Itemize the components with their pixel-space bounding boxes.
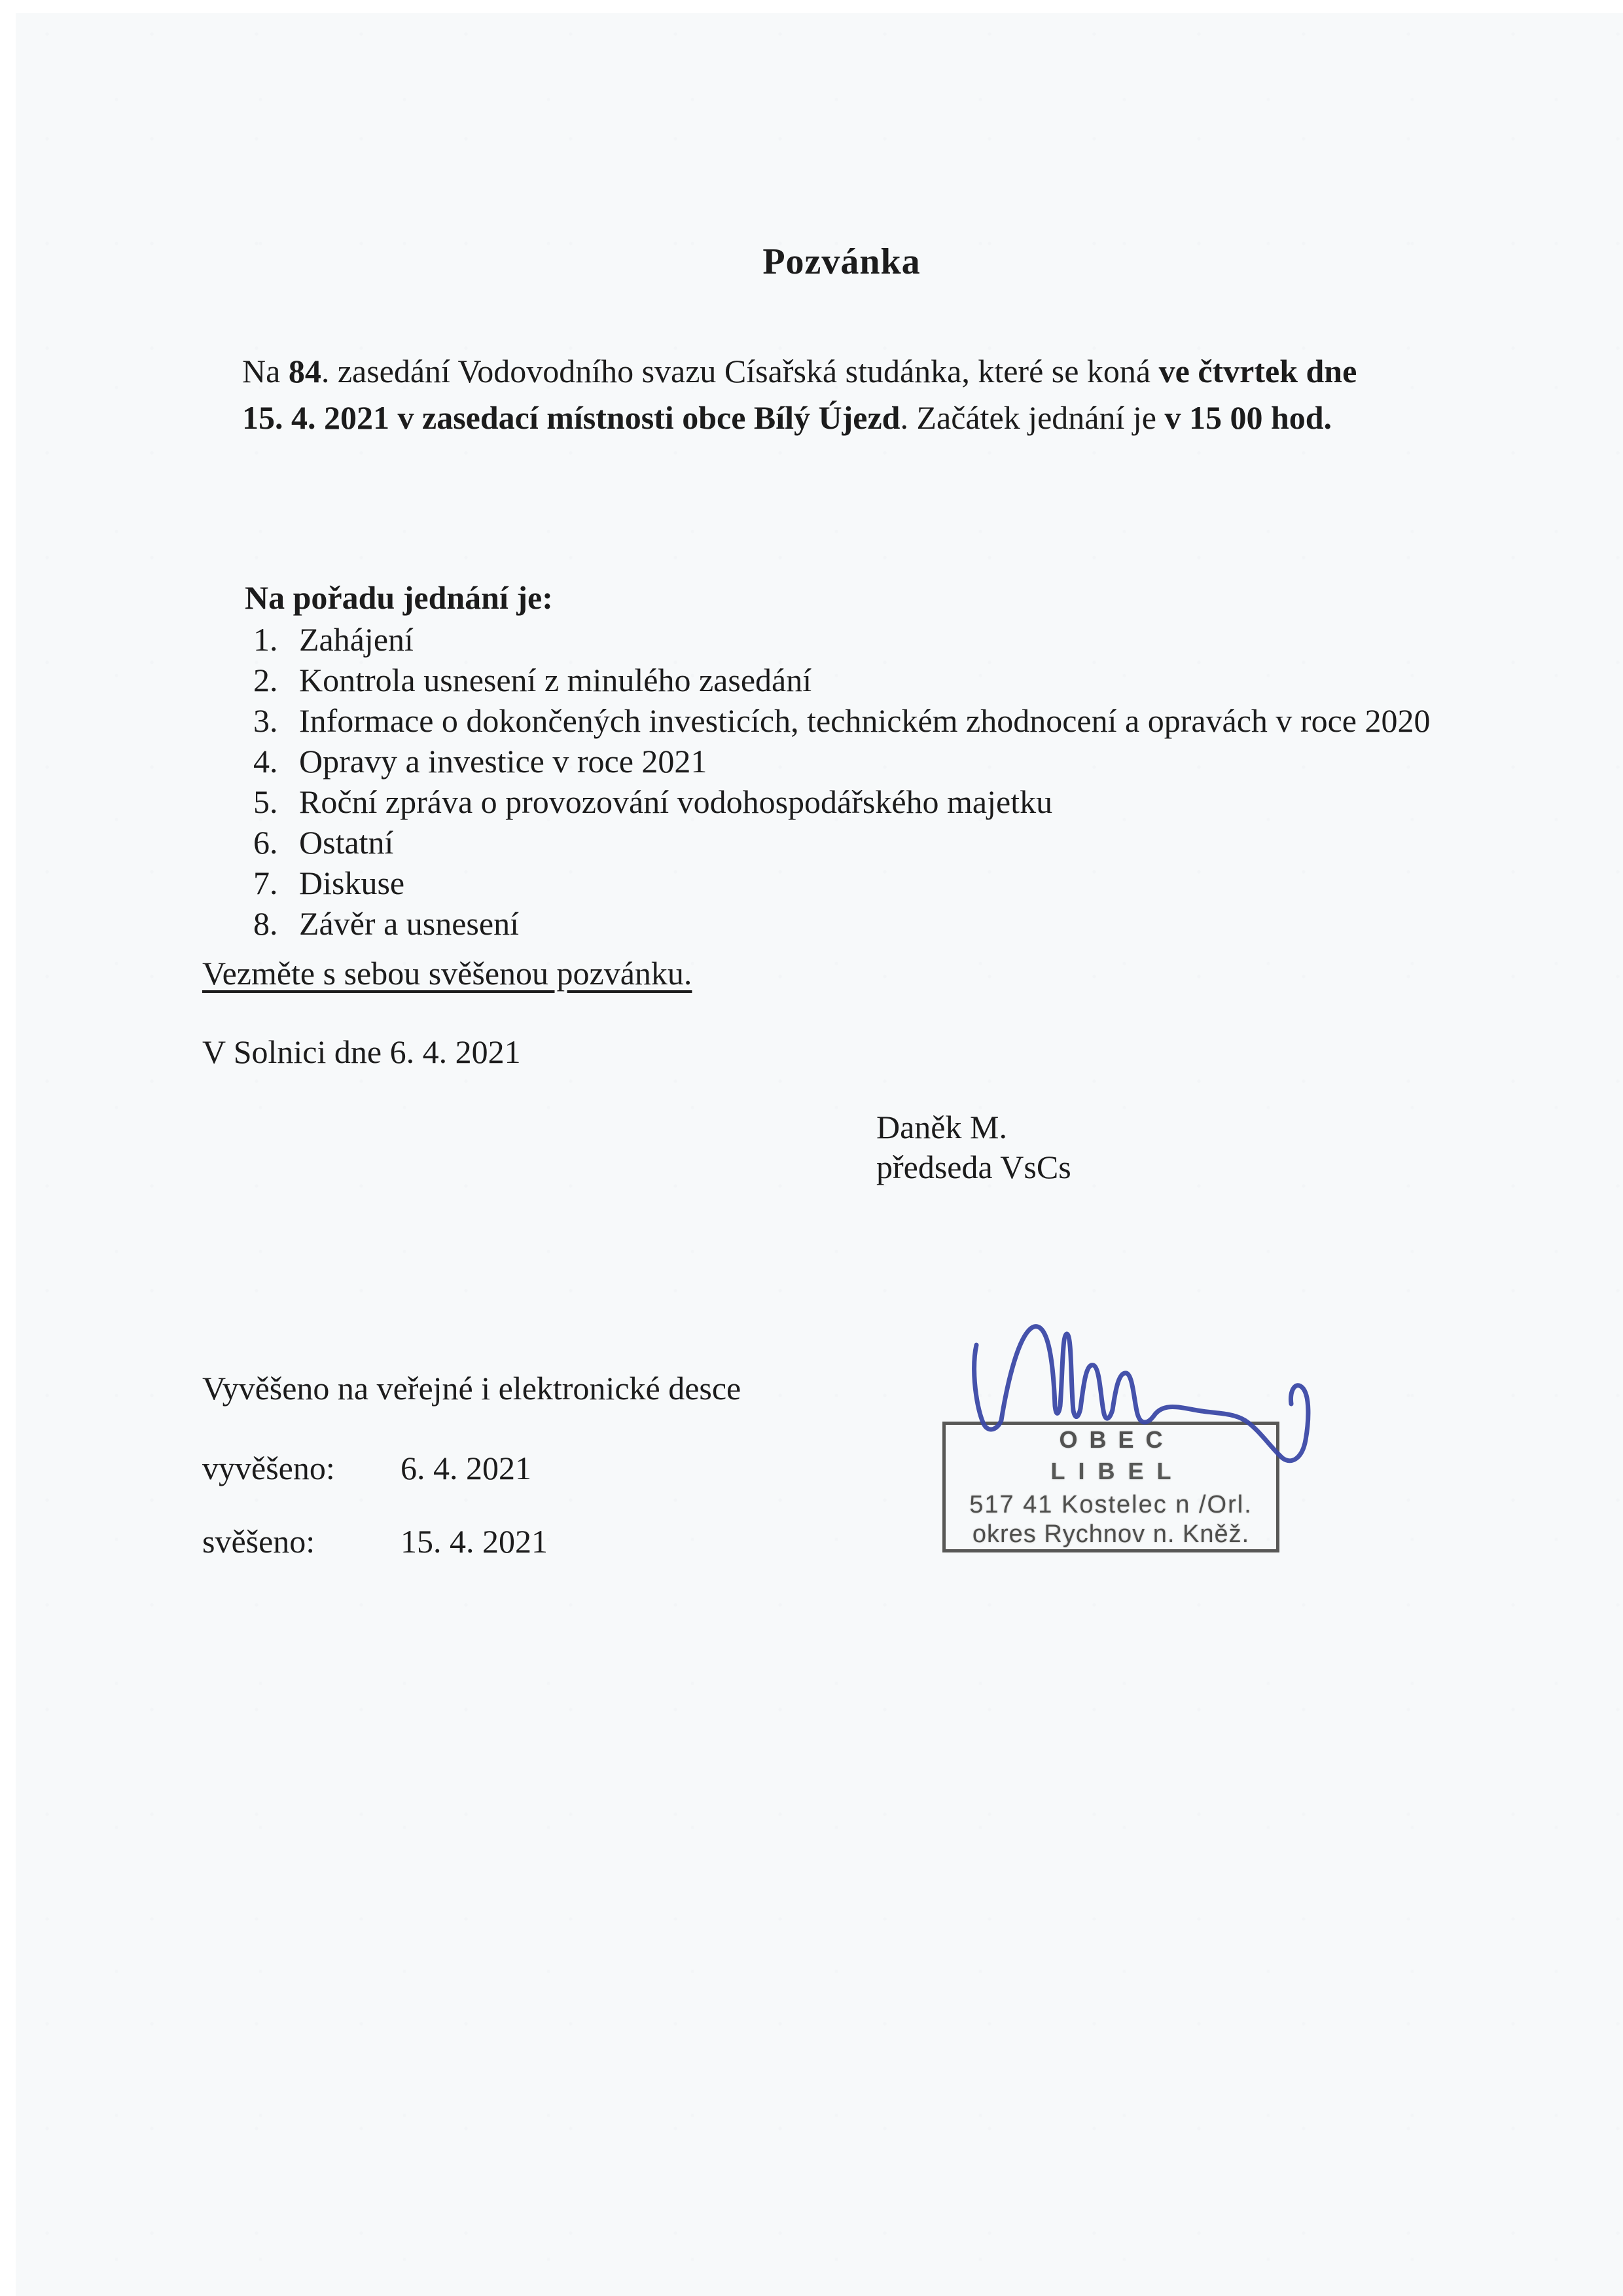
posted-date: 6. 4. 2021	[401, 1450, 531, 1486]
agenda-item	[253, 700, 1431, 741]
place-and-date-line: V Solnici dne 6. 4. 2021	[202, 1033, 521, 1070]
signatory-name: Daněk M.	[876, 1109, 1007, 1145]
document-title: Pozvánka	[762, 242, 921, 282]
agenda-item	[253, 660, 1392, 700]
agenda-item	[253, 903, 1392, 944]
agenda-item-label: Kontrola usnesení z minulého zasedání	[299, 662, 812, 698]
agenda-item-number: 5.	[253, 783, 278, 820]
agenda-item-number: 6.	[253, 824, 278, 861]
stamp-line-libel: LIBEL	[1050, 1457, 1185, 1484]
text-run-bold: ve čtvrtek dne	[1158, 353, 1357, 389]
agenda-item-label: Zahájení	[299, 621, 414, 658]
text-run-bold: v 15 00 hod.	[1164, 399, 1332, 436]
removed-label: svěšeno:	[202, 1523, 315, 1560]
agenda-item-label: Informace o dokončených investicích, technickém zhodnocení a opravách v roce 2020	[299, 702, 1431, 739]
agenda-item-number: 8.	[253, 905, 278, 942]
agenda-item	[253, 619, 1392, 660]
signatory-block	[876, 1107, 1071, 1187]
agenda-list	[253, 619, 1431, 944]
stamp-line-district: okres Rychnov n. Kněž.	[972, 1520, 1250, 1548]
agenda-item	[253, 822, 1392, 863]
bring-invitation-notice: Vezměte s sebou svěšenou pozvánku.	[202, 955, 692, 992]
agenda-item-label: Závěr a usnesení	[299, 905, 519, 942]
agenda-item-number: 3.	[253, 702, 278, 739]
text-run-bold: 15. 4. 2021 v zasedací místnosti obce Bílý Újezd	[242, 399, 901, 436]
agenda-item-label: Roční zpráva o provozování vodohospodářského majetku	[299, 783, 1053, 820]
agenda-item	[253, 741, 1392, 781]
agenda-item-number: 1.	[253, 621, 278, 658]
text-run-bold: 84	[288, 353, 321, 389]
removed-date: 15. 4. 2021	[401, 1523, 548, 1560]
agenda-item-label: Ostatní	[299, 824, 394, 861]
posted-label: vyvěšeno:	[202, 1450, 335, 1486]
stamp-line-obec: OBEC	[1059, 1426, 1175, 1453]
agenda-item-label: Opravy a investice v roce 2021	[299, 743, 707, 780]
text-run: . Začátek jednání je	[900, 399, 1165, 436]
agenda-item-number: 4.	[253, 743, 278, 780]
agenda-heading: Na pořadu jednání je:	[245, 579, 553, 616]
agenda-item-number: 7.	[253, 865, 278, 901]
posting-heading: Vyvěšeno na veřejné i elektronické desce	[202, 1370, 741, 1407]
agenda-item	[253, 863, 1392, 903]
stamp-line-address: 517 41 Kostelec n /Orl.	[969, 1490, 1253, 1518]
text-run: . zasedání Vodovodního svazu Císařská studánka, které se koná	[321, 353, 1159, 389]
agenda-item-label: Diskuse	[299, 865, 405, 901]
signatory-role: předseda VsCs	[876, 1149, 1071, 1185]
text-run: Na	[242, 353, 289, 389]
agenda-item-number: 2.	[253, 662, 278, 698]
intro-paragraph	[242, 348, 1407, 441]
signature-scribble	[936, 1309, 1315, 1479]
agenda-item	[253, 781, 1392, 822]
